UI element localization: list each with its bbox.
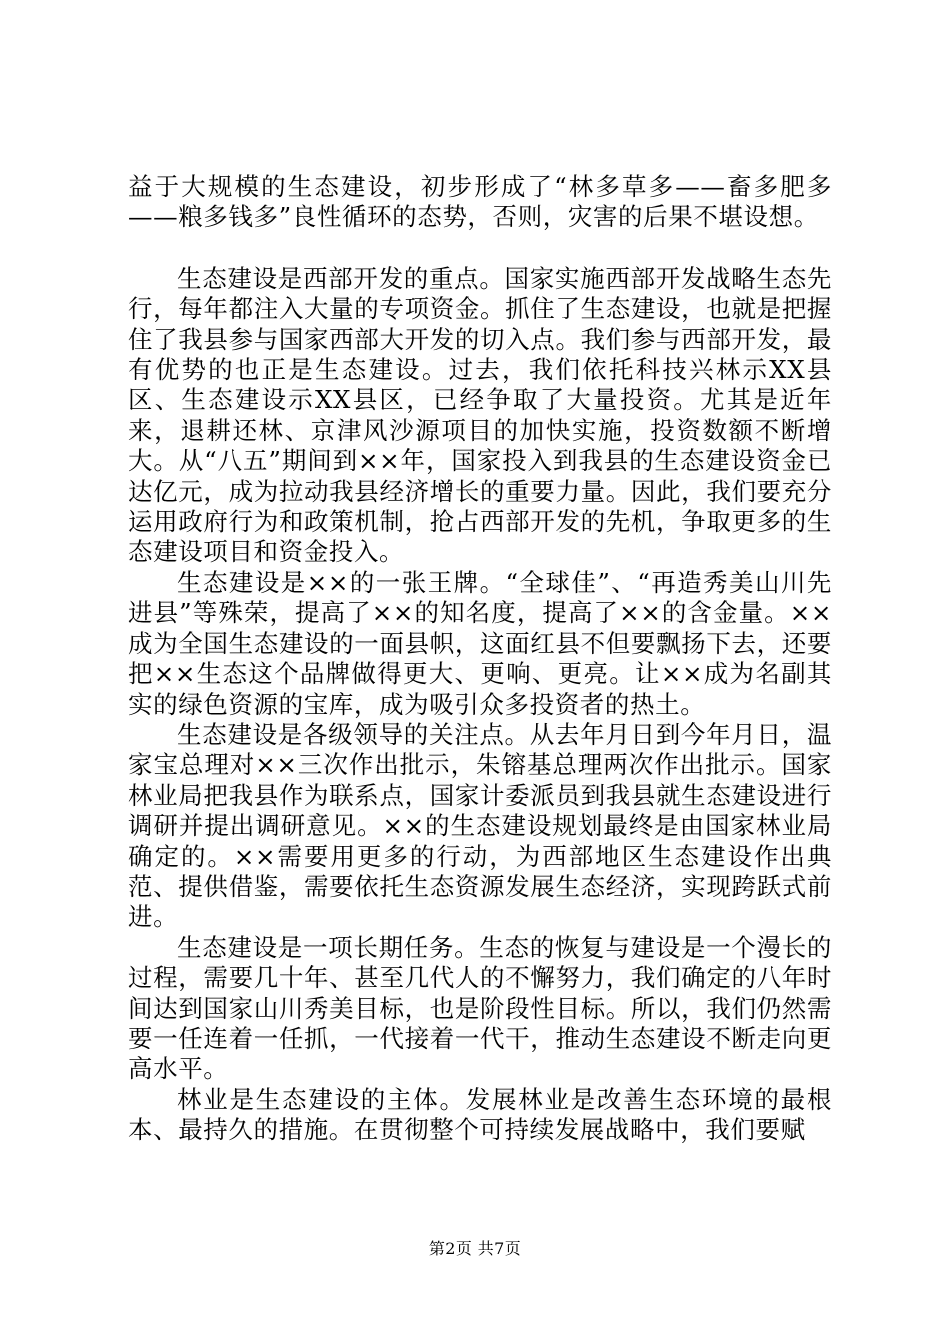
- document-body: [128, 172, 832, 1146]
- paragraph-trump-card: 生态建设是××的一张王牌。“全球佳”、“再造秀美山川先进县”等殊荣，提高了××的知名度，提高了××的含金量。××成为全国生态建设的一面县帜，这面红县不但要飘扬下去，还要把××生态这个品牌做得更大、更响、更亮。让××成为名副其实的绿色资源的宝库，成为吸引众多投资者的热土。: [128, 567, 832, 719]
- paragraph-continuation: 益于大规模的生态建设，初步形成了“林多草多——畜多肥多——粮多钱多”良性循环的态势，否则，灾害的后果不堪设想。: [128, 172, 832, 232]
- paragraph-leadership-focus: 生态建设是各级领导的关注点。从去年月日到今年月日，温家宝总理对××三次作出批示，朱镕基总理两次作出批示。国家林业局把我县作为联系点，国家计委派员到我县就生态建设进行调研并提出调研意见。××的生态建设规划最终是由国家林业局确定的。××需要用更多的行动，为西部地区生态建设作出典范、提供借鉴，需要依托生态资源发展生态经济，实现跨跃式前进。: [128, 719, 832, 932]
- paragraph-forestry-main-body: 林业是生态建设的主体。发展林业是改善生态环境的最根本、最持久的措施。在贯彻整个可持续发展战略中，我们要赋: [128, 1084, 832, 1145]
- paragraph-long-term-task: 生态建设是一项长期任务。生态的恢复与建设是一个漫长的过程，需要几十年、甚至几代人的不懈努力，我们确定的八年时间达到国家山川秀美目标，也是阶段性目标。所以，我们仍然需要一任连着一任抓，一代接着一代干，推动生态建设不断走向更高水平。: [128, 932, 832, 1084]
- paragraph-western-development: 生态建设是西部开发的重点。国家实施西部开发战略生态先行，每年都注入大量的专项资金。抓住了生态建设，也就是把握住了我县参与国家西部大开发的切入点。我们参与西部开发，最有优势的也正是生态建设。过去，我们依托科技兴林示XX县区、生态建设示XX县区，已经争取了大量投资。尤其是近年来，退耕还林、京津风沙源项目的加快实施，投资数额不断增大。从“八五”期间到××年，国家投入到我县的生态建设资金已达亿元，成为拉动我县经济增长的重要力量。因此，我们要充分运用政府行为和政策机制，抢占西部开发的先机，争取更多的生态建设项目和资金投入。: [128, 263, 832, 567]
- page-footer: [0, 1236, 950, 1259]
- page-number: 第2页 共7页: [428, 1239, 522, 1258]
